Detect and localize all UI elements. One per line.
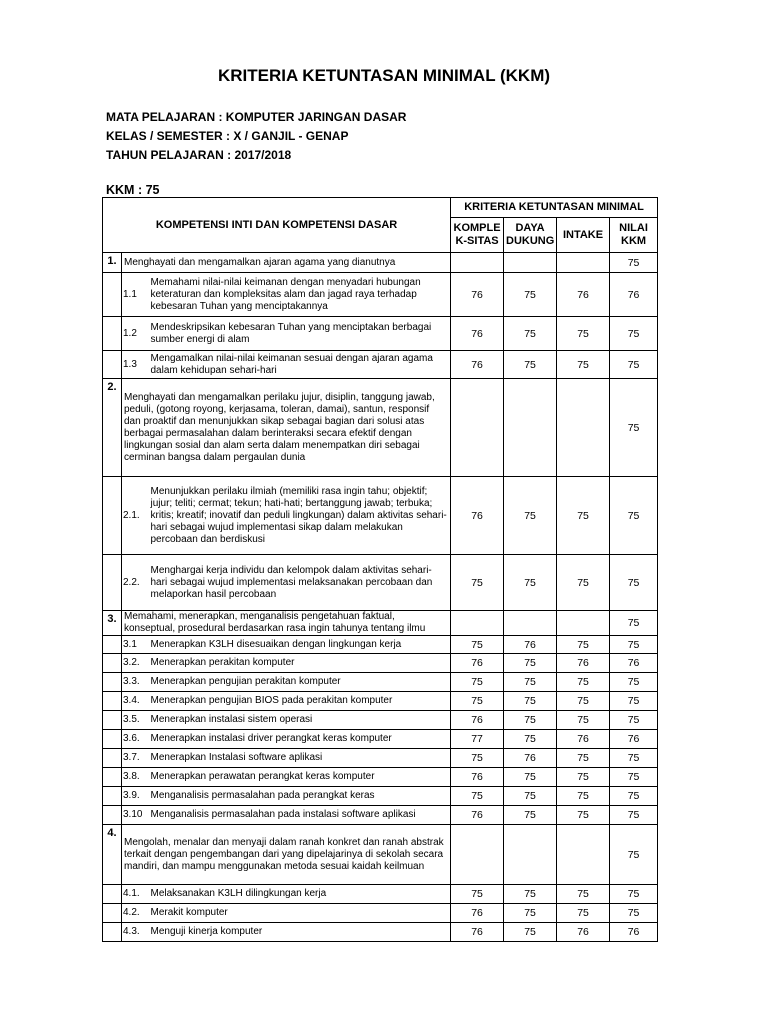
nilai-kkm-value: 75 — [610, 611, 658, 636]
daya-dukung-value — [504, 379, 557, 477]
header-kompleksitas: KOMPLE K-SITAS — [451, 218, 504, 253]
kd-text: Menerapkan K3LH disesuaikan dengan lingkungan kerja — [149, 636, 451, 654]
empty-cell — [103, 555, 122, 611]
nilai-kkm-value: 75 — [610, 555, 658, 611]
kd-text: Mengamalkan nilai-nilai keimanan sesuai dengan ajaran agama dalam kehidupan sehari-hari — [149, 351, 451, 379]
table-row — [103, 351, 658, 379]
kd-number: 1.3 — [122, 351, 149, 379]
nilai-kkm-value: 75 — [610, 692, 658, 711]
table-row — [103, 749, 658, 768]
empty-cell — [103, 692, 122, 711]
kd-number: 4.1. — [122, 885, 149, 904]
table-row — [103, 555, 658, 611]
kd-text: Menerapkan perawatan perangkat keras komputer — [149, 768, 451, 787]
intake-value: 75 — [557, 885, 610, 904]
empty-cell — [103, 768, 122, 787]
table-row — [103, 787, 658, 806]
table-row — [103, 253, 658, 273]
kompleksitas-value: 76 — [451, 768, 504, 787]
kompleksitas-value: 75 — [451, 555, 504, 611]
kompleksitas-value: 76 — [451, 273, 504, 317]
nilai-kkm-value: 75 — [610, 749, 658, 768]
kompleksitas-value: 76 — [451, 806, 504, 825]
empty-cell — [103, 636, 122, 654]
daya-dukung-value: 75 — [504, 885, 557, 904]
kd-text: Menerapkan perakitan komputer — [149, 654, 451, 673]
kompleksitas-value: 75 — [451, 636, 504, 654]
kompleksitas-value — [451, 611, 504, 636]
empty-cell — [103, 654, 122, 673]
intake-value: 75 — [557, 317, 610, 351]
header-daya-dukung: DAYA DUKUNG — [504, 218, 557, 253]
nilai-kkm-value: 75 — [610, 885, 658, 904]
daya-dukung-value: 75 — [504, 555, 557, 611]
kd-number: 2.2. — [122, 555, 149, 611]
nilai-kkm-value: 76 — [610, 923, 658, 942]
kd-number: 3.8. — [122, 768, 149, 787]
table-row — [103, 273, 658, 317]
kompleksitas-value: 75 — [451, 692, 504, 711]
ki-text: Mengolah, menalar dan menyaji dalam ranah konkret dan ranah abstrak terkait dengan pengembangan dari yang dipelajarinya di sekolah secara mandiri, dan mampu menggunakan metoda sesuai kaidah keilmuan — [122, 825, 451, 885]
table-row — [103, 730, 658, 749]
kompleksitas-value: 76 — [451, 923, 504, 942]
intake-value — [557, 379, 610, 477]
intake-value: 75 — [557, 749, 610, 768]
kompleksitas-value — [451, 825, 504, 885]
kompleksitas-value: 76 — [451, 351, 504, 379]
daya-dukung-value: 75 — [504, 904, 557, 923]
kd-number: 1.1 — [122, 273, 149, 317]
nilai-kkm-value: 75 — [610, 253, 658, 273]
kd-text: Menghargai kerja individu dan kelompok dalam aktivitas sehari-hari sebagai wujud implementasi melaksanakan percobaan dan melaporkan hasil percobaan — [149, 555, 451, 611]
nilai-kkm-value: 76 — [610, 654, 658, 673]
kd-number: 3.10 — [122, 806, 149, 825]
meta-tahun-pelajaran: TAHUN PELAJARAN : 2017/2018 — [106, 148, 292, 162]
kd-number: 4.3. — [122, 923, 149, 942]
kompleksitas-value: 76 — [451, 477, 504, 555]
nilai-kkm-value: 75 — [610, 351, 658, 379]
ki-text: Menghayati dan mengamalkan perilaku jujur, disiplin, tanggung jawab, peduli, (gotong royong, kerjasama, toleran, damai), santun, responsif dan proaktif dan menunjukkan sikap sebagai bagian dari solusi atas berbagai permasalahan dalam berinteraksi secara efektif dengan lingkungan sosial dan alam serta dalam menempatkan diri sebagai cerminan bangsa dalam pergaulan dunia — [122, 379, 451, 477]
daya-dukung-value — [504, 253, 557, 273]
kd-text: Memahami nilai-nilai keimanan dengan menyadari hubungan keteraturan dan kompleksitas alam dan jagad raya terhadap kebesaran Tuhan yang menciptakannya — [149, 273, 451, 317]
intake-value: 76 — [557, 273, 610, 317]
kd-number: 3.9. — [122, 787, 149, 806]
daya-dukung-value: 76 — [504, 749, 557, 768]
nilai-kkm-value: 75 — [610, 787, 658, 806]
ki-text: Menghayati dan mengamalkan ajaran agama yang dianutnya — [122, 253, 451, 273]
table-row — [103, 711, 658, 730]
kd-text: Menerapkan pengujian perakitan komputer — [149, 673, 451, 692]
nilai-kkm-value: 75 — [610, 768, 658, 787]
daya-dukung-value: 75 — [504, 787, 557, 806]
kd-text: Menerapkan instalasi driver perangkat keras komputer — [149, 730, 451, 749]
daya-dukung-value: 75 — [504, 692, 557, 711]
kkm-value: KKM : 75 — [106, 183, 160, 197]
empty-cell — [103, 749, 122, 768]
daya-dukung-value: 75 — [504, 273, 557, 317]
kompleksitas-value: 76 — [451, 317, 504, 351]
intake-value: 75 — [557, 636, 610, 654]
table-row — [103, 654, 658, 673]
nilai-kkm-value: 75 — [610, 825, 658, 885]
ki-number: 3. — [103, 611, 122, 636]
kd-text: Menunjukkan perilaku ilmiah (memiliki rasa ingin tahu; objektif; jujur; teliti; cermat; tekun; hati-hati; bertanggung jawab; terbuka; kritis; kreatif; inovatif dan peduli lingkungan) dalam aktivitas sehari-hari sebagai wujud implementasi sikap dalam melakukan percobaan dan berdiskusi — [149, 477, 451, 555]
nilai-kkm-value: 75 — [610, 806, 658, 825]
kompleksitas-value: 75 — [451, 673, 504, 692]
kompleksitas-value: 75 — [451, 885, 504, 904]
kd-number: 3.7. — [122, 749, 149, 768]
nilai-kkm-value: 75 — [610, 636, 658, 654]
intake-value: 75 — [557, 555, 610, 611]
daya-dukung-value: 75 — [504, 806, 557, 825]
daya-dukung-value: 75 — [504, 477, 557, 555]
empty-cell — [103, 317, 122, 351]
intake-value: 75 — [557, 351, 610, 379]
daya-dukung-value: 75 — [504, 351, 557, 379]
daya-dukung-value: 75 — [504, 923, 557, 942]
ki-number: 1. — [103, 253, 122, 273]
table-row — [103, 768, 658, 787]
meta-kelas-semester: KELAS / SEMESTER : X / GANJIL - GENAP — [106, 129, 349, 143]
kompleksitas-value: 76 — [451, 711, 504, 730]
kd-text: Menerapkan pengujian BIOS pada perakitan komputer — [149, 692, 451, 711]
kd-number: 3.5. — [122, 711, 149, 730]
intake-value: 75 — [557, 904, 610, 923]
kd-number: 4.2. — [122, 904, 149, 923]
nilai-kkm-value: 75 — [610, 379, 658, 477]
header-kompetensi: KOMPETENSI INTI DAN KOMPETENSI DASAR — [103, 198, 451, 253]
empty-cell — [103, 904, 122, 923]
kd-text: Menerapkan Instalasi software aplikasi — [149, 749, 451, 768]
table-row — [103, 825, 658, 885]
kd-number: 3.4. — [122, 692, 149, 711]
ki-number: 4. — [103, 825, 122, 885]
kompleksitas-value: 75 — [451, 749, 504, 768]
kd-text: Merakit komputer — [149, 904, 451, 923]
intake-value: 75 — [557, 692, 610, 711]
table-row — [103, 477, 658, 555]
daya-dukung-value: 75 — [504, 673, 557, 692]
table-row — [103, 692, 658, 711]
kd-text: Menerapkan instalasi sistem operasi — [149, 711, 451, 730]
table-row — [103, 904, 658, 923]
table-row — [103, 379, 658, 477]
kd-number: 2.1. — [122, 477, 149, 555]
empty-cell — [103, 351, 122, 379]
kompleksitas-value: 76 — [451, 904, 504, 923]
nilai-kkm-value: 75 — [610, 317, 658, 351]
kd-text: Mendeskripsikan kebesaran Tuhan yang menciptakan berbagai sumber energi di alam — [149, 317, 451, 351]
kd-text: Menganalisis permasalahan pada instalasi software aplikasi — [149, 806, 451, 825]
daya-dukung-value: 75 — [504, 654, 557, 673]
empty-cell — [103, 730, 122, 749]
table-row — [103, 923, 658, 942]
kompleksitas-value: 77 — [451, 730, 504, 749]
nilai-kkm-value: 75 — [610, 673, 658, 692]
empty-cell — [103, 885, 122, 904]
empty-cell — [103, 787, 122, 806]
empty-cell — [103, 273, 122, 317]
daya-dukung-value: 76 — [504, 636, 557, 654]
daya-dukung-value: 75 — [504, 711, 557, 730]
kd-number: 3.2. — [122, 654, 149, 673]
daya-dukung-value — [504, 611, 557, 636]
intake-value: 75 — [557, 673, 610, 692]
intake-value: 76 — [557, 730, 610, 749]
ki-text: Memahami, menerapkan, menganalisis pengetahuan faktual, konseptual, prosedural berdasarkan rasa ingin tahunya tentang ilmu — [122, 611, 451, 636]
table-row — [103, 885, 658, 904]
nilai-kkm-value: 76 — [610, 273, 658, 317]
ki-number: 2. — [103, 379, 122, 477]
header-kriteria: KRITERIA KETUNTASAN MINIMAL — [451, 198, 658, 218]
intake-value: 75 — [557, 477, 610, 555]
kkm-table — [102, 197, 658, 942]
empty-cell — [103, 923, 122, 942]
nilai-kkm-value: 75 — [610, 904, 658, 923]
kompleksitas-value — [451, 253, 504, 273]
meta-mata-pelajaran: MATA PELAJARAN : KOMPUTER JARINGAN DASAR — [106, 110, 407, 124]
table-row — [103, 673, 658, 692]
kd-number: 3.1 — [122, 636, 149, 654]
table-row — [103, 317, 658, 351]
daya-dukung-value: 75 — [504, 730, 557, 749]
intake-value: 76 — [557, 923, 610, 942]
daya-dukung-value: 75 — [504, 768, 557, 787]
intake-value — [557, 611, 610, 636]
empty-cell — [103, 806, 122, 825]
header-nilai-kkm: NILAI KKM — [610, 218, 658, 253]
daya-dukung-value — [504, 825, 557, 885]
intake-value: 75 — [557, 806, 610, 825]
daya-dukung-value: 75 — [504, 317, 557, 351]
kompleksitas-value: 75 — [451, 787, 504, 806]
kd-text: Melaksanakan K3LH dilingkungan kerja — [149, 885, 451, 904]
nilai-kkm-value: 76 — [610, 730, 658, 749]
nilai-kkm-value: 75 — [610, 477, 658, 555]
table-row — [103, 611, 658, 636]
intake-value: 76 — [557, 654, 610, 673]
kompleksitas-value — [451, 379, 504, 477]
kd-text: Menguji kinerja komputer — [149, 923, 451, 942]
intake-value: 75 — [557, 768, 610, 787]
empty-cell — [103, 673, 122, 692]
intake-value: 75 — [557, 787, 610, 806]
intake-value — [557, 825, 610, 885]
kompleksitas-value: 76 — [451, 654, 504, 673]
kd-number: 1.2 — [122, 317, 149, 351]
empty-cell — [103, 477, 122, 555]
table-row — [103, 806, 658, 825]
intake-value: 75 — [557, 711, 610, 730]
kd-text: Menganalisis permasalahan pada perangkat keras — [149, 787, 451, 806]
header-intake: INTAKE — [557, 218, 610, 253]
empty-cell — [103, 711, 122, 730]
table-row — [103, 636, 658, 654]
kd-number: 3.6. — [122, 730, 149, 749]
intake-value — [557, 253, 610, 273]
nilai-kkm-value: 75 — [610, 711, 658, 730]
kd-number: 3.3. — [122, 673, 149, 692]
page-title: KRITERIA KETUNTASAN MINIMAL (KKM) — [217, 66, 551, 85]
